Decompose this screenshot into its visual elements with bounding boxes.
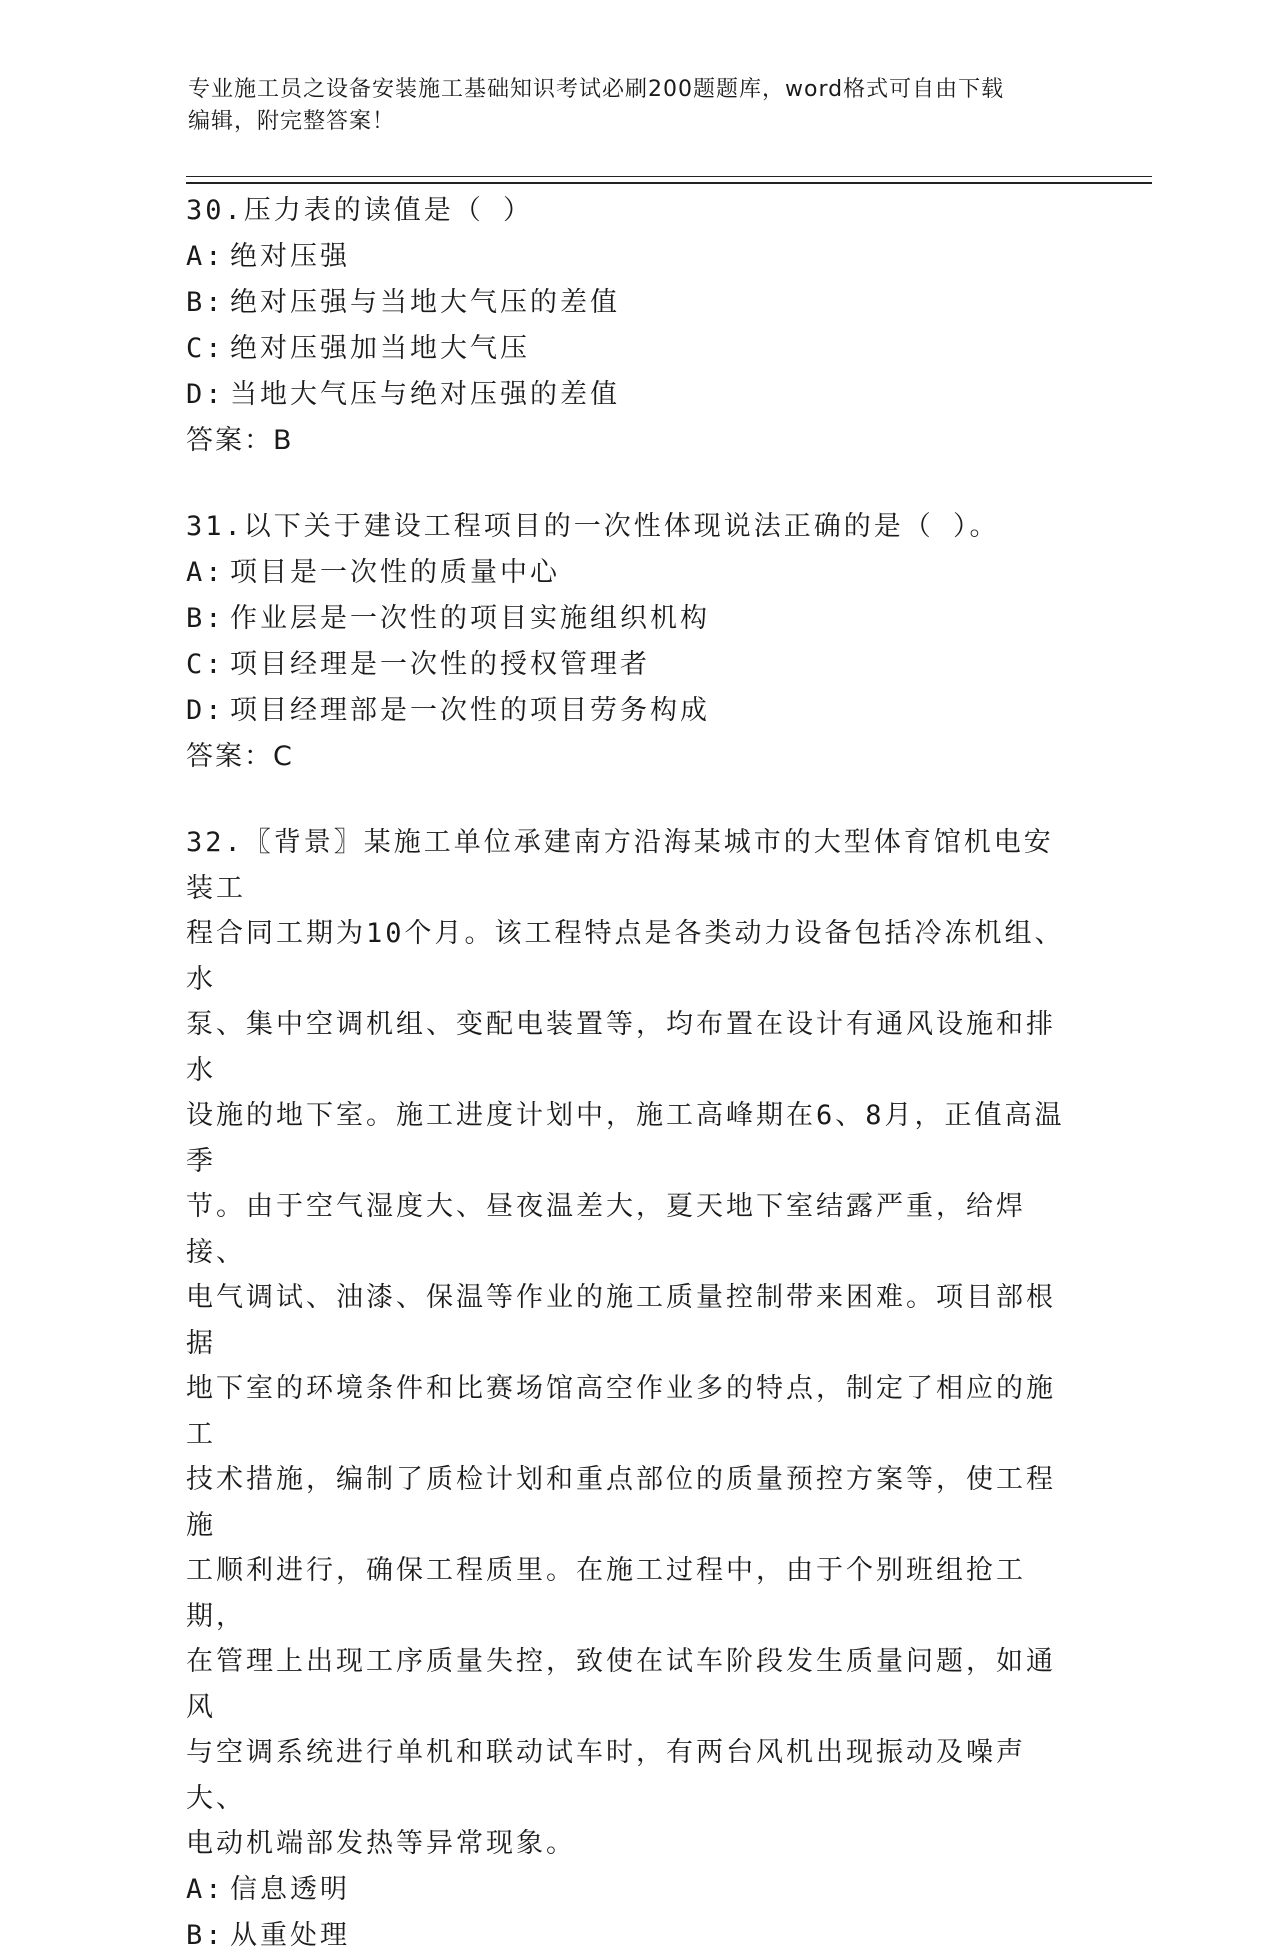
stem-line: 工顺利进行，确保工程质里。在施工过程中，由于个别班组抢工期， (186, 1555, 1026, 1632)
option-c (186, 326, 1066, 372)
document-header (188, 74, 1068, 138)
stem-line: 32.〖背景〗某施工单位承建南方沿海某城市的大型体育馆机电安装工 (186, 827, 1054, 904)
option-label: B: (186, 287, 225, 318)
spacer (186, 464, 1066, 504)
stem-line: 设施的地下室。施工进度计划中，施工高峰期在6、8月，正值高温季 (186, 1100, 1065, 1177)
option-text: 作业层是一次性的项目实施组织机构 (230, 603, 710, 634)
header-title-line-2: 编辑，附完整答案！ (188, 109, 396, 134)
option-label: D: (186, 379, 225, 410)
option-d (186, 688, 1066, 734)
option-text: 信息透明 (230, 1873, 350, 1905)
option-label: D: (186, 695, 225, 726)
option-a (186, 1867, 1066, 1913)
spacer (186, 780, 1066, 820)
stem-line: 节。由于空气湿度大、昼夜温差大，夏天地下室结露严重，给焊接、 (186, 1191, 1026, 1268)
question-stem-paragraph (186, 820, 1066, 1867)
question-stem: 31.以下关于建设工程项目的一次性体现说法正确的是（ ）。 (186, 511, 1000, 542)
stem-line: 程合同工期为10个月。该工程特点是各类动力设备包括冷冻机组、水 (186, 918, 1065, 995)
option-b (186, 1913, 1066, 1959)
stem-line: 与空调系统进行单机和联动试车时，有两台风机出现振动及噪声大、 (186, 1737, 1026, 1814)
question-31 (186, 504, 1066, 780)
option-b (186, 596, 1066, 642)
stem-line: 地下室的环境条件和比赛场馆高空作业多的特点，制定了相应的施工 (186, 1373, 1056, 1450)
question-list (186, 188, 1066, 1959)
stem-line: 技术措施，编制了质检计划和重点部位的质量预控方案等，使工程施 (186, 1464, 1056, 1541)
header-divider-thin (186, 176, 1152, 177)
option-text: 绝对压强与当地大气压的差值 (230, 287, 620, 318)
header-title-line-1: 专业施工员之设备安装施工基础知识考试必刷200题题库，word格式可自由下载 (188, 77, 1005, 102)
option-text: 当地大气压与绝对压强的差值 (230, 379, 620, 410)
option-c (186, 642, 1066, 688)
answer-line: 答案：B (186, 425, 294, 456)
question-32 (186, 820, 1066, 1959)
option-label: C: (186, 649, 225, 680)
option-b (186, 280, 1066, 326)
question-stem: 30.压力表的读值是（ ） (186, 195, 534, 226)
answer-line: 答案：C (186, 741, 294, 772)
option-label: A: (186, 1873, 225, 1905)
option-text: 项目经理是一次性的授权管理者 (230, 649, 650, 680)
question-30 (186, 188, 1066, 464)
option-text: 从重处理 (230, 1919, 350, 1951)
stem-line: 在管理上出现工序质量失控，致使在试车阶段发生质量问题，如通风 (186, 1646, 1056, 1723)
option-text: 绝对压强 (230, 241, 350, 272)
option-text: 项目经理部是一次性的项目劳务构成 (230, 695, 710, 726)
option-label: B: (186, 1919, 225, 1951)
option-label: A: (186, 557, 225, 588)
option-label: B: (186, 603, 225, 634)
stem-line: 电气调试、油漆、保温等作业的施工质量控制带来困难。项目部根据 (186, 1282, 1056, 1359)
stem-line: 泵、集中空调机组、变配电装置等，均布置在设计有通风设施和排水 (186, 1009, 1056, 1086)
option-label: C: (186, 333, 225, 364)
stem-line: 电动机端部发热等异常现象。 (186, 1828, 576, 1859)
option-a (186, 550, 1066, 596)
option-text: 项目是一次性的质量中心 (230, 557, 560, 588)
option-text: 绝对压强加当地大气压 (230, 333, 530, 364)
header-divider-thick (186, 182, 1152, 184)
option-a (186, 234, 1066, 280)
option-label: A: (186, 241, 225, 272)
option-d (186, 372, 1066, 418)
